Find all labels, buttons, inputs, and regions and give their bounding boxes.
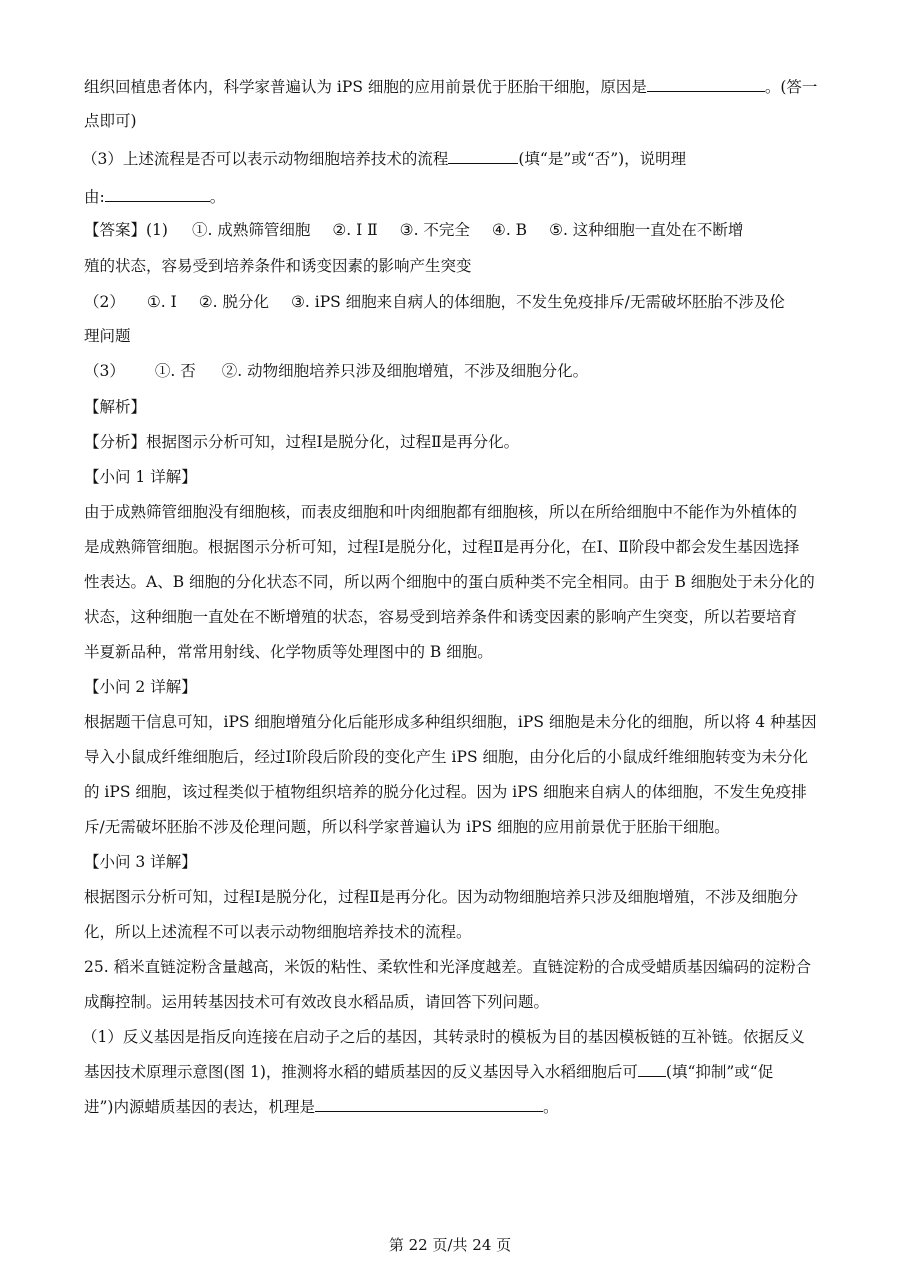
q25-line5: 进”)内源蜡质基因的表达，机理是 。 xyxy=(84,1098,559,1116)
q1-line: 半夏新品种，常常用射线、化学物质等处理图中的 B 细胞。 xyxy=(84,643,493,661)
q3-title: 【小问 3 详解】 xyxy=(84,853,197,871)
q1-title: 【小问 1 详解】 xyxy=(84,468,197,486)
q24-part2-line2: 点即可) xyxy=(84,112,137,130)
q25-line: 25. 稻米直链淀粉含量越高，米饭的粘性、柔软性和光泽度越差。直链淀粉的合成受蜡质基因编码的淀粉合 xyxy=(84,958,812,976)
q2-line: 导入小鼠成纤维细胞后，经过Ⅰ阶段后阶段的变化产生 iPS 细胞，由分化后的小鼠成纤维细胞转变为未分化 xyxy=(84,748,808,766)
answer-blank xyxy=(638,1062,666,1077)
q2-title: 【小问 2 详解】 xyxy=(84,678,197,696)
q2-line: 斥/无需破坏胚胎不涉及伦理问题，所以科学家普遍认为 iPS 细胞的应用前景优于胚胎干细胞。 xyxy=(84,818,730,836)
q25-line4: 基因技术原理示意图(图 1)，推测将水稻的蜡质基因的反义基因导入水稻细胞后可 (填“抑制”或“促 xyxy=(84,1063,774,1081)
q25-line: 成酶控制。运用转基因技术可有效改良水稻品质，请回答下列问题。 xyxy=(84,993,550,1011)
answer-blank xyxy=(448,149,518,164)
q25-line: （1）反义基因是指反向连接在启动子之后的基因，其转录时的模板为目的基因模板链的互补链。依据反义 xyxy=(82,1028,805,1046)
answer-line4: 理问题 xyxy=(84,327,131,345)
page-footer: 第 22 页/共 24 页 xyxy=(388,1236,512,1254)
answer-line2: 殖的状态，容易受到培养条件和诱变因素的影响产生突变 xyxy=(84,257,472,275)
analysis-fenxi: 【分析】根据图示分析可知，过程Ⅰ是脱分化，过程Ⅱ是再分化。 xyxy=(84,433,520,451)
q2-line: 的 iPS 细胞，该过程类似于植物组织培养的脱分化过程。因为 iPS 细胞来自病人的体细胞，不发生免疫排 xyxy=(84,783,807,801)
q1-line: 是成熟筛管细胞。根据图示分析可知，过程Ⅰ是脱分化，过程Ⅱ是再分化，在Ⅰ、Ⅱ阶段中都会发生基因选择 xyxy=(84,538,800,556)
q24-part3-line1: （3）上述流程是否可以表示动物细胞培养技术的流程 (填“是”或“否”)，说明理 xyxy=(82,150,687,168)
q24-part3-line2: 由: 。 xyxy=(84,188,226,206)
answer-line5: （3） ①. 否 ②. 动物细胞培养只涉及细胞增殖，不涉及细胞分化。 xyxy=(84,362,589,380)
analysis-title: 【解析】 xyxy=(84,398,147,416)
answer-blank xyxy=(105,187,210,202)
q3-line: 化，所以上述流程不可以表示动物细胞培养技术的流程。 xyxy=(84,923,472,941)
answer-line1: 【答案】(1) ①. 成熟筛管细胞 ②. Ⅰ Ⅱ ③. 不完全 ④. B ⑤. 这种细胞一直处在不断增 xyxy=(84,221,744,239)
answer-blank xyxy=(647,77,765,92)
q3-line: 根据图示分析可知，过程Ⅰ是脱分化，过程Ⅱ是再分化。因为动物细胞培养只涉及细胞增殖，不涉及细胞分 xyxy=(84,888,799,906)
q1-line: 性表达。A、B 细胞的分化状态不同，所以两个细胞中的蛋白质种类不完全相同。由于 B 细胞处于未分化的 xyxy=(84,573,815,591)
q24-part2-line1: 组织回植患者体内，科学家普遍认为 iPS 细胞的应用前景优于胚胎干细胞，原因是 。(答一 xyxy=(84,78,818,96)
answer-line3: （2） ①. Ⅰ ②. 脱分化 ③. iPS 细胞来自病人的体细胞，不发生免疫排斥/无需破坏胚胎不涉及伦 xyxy=(84,293,785,311)
q2-line: 根据题干信息可知，iPS 细胞增殖分化后能形成多种组织细胞，iPS 细胞是未分化的细胞，所以将 4 种基因 xyxy=(84,713,817,731)
q1-line: 状态，这种细胞一直处在不断增殖的状态，容易受到培养条件和诱变因素的影响产生突变，所以若要培育 xyxy=(84,608,798,626)
answer-blank xyxy=(315,1097,543,1112)
q1-line: 由于成熟筛管细胞没有细胞核，而表皮细胞和叶肉细胞都有细胞核，所以在所给细胞中不能作为外植体的 xyxy=(84,503,798,521)
